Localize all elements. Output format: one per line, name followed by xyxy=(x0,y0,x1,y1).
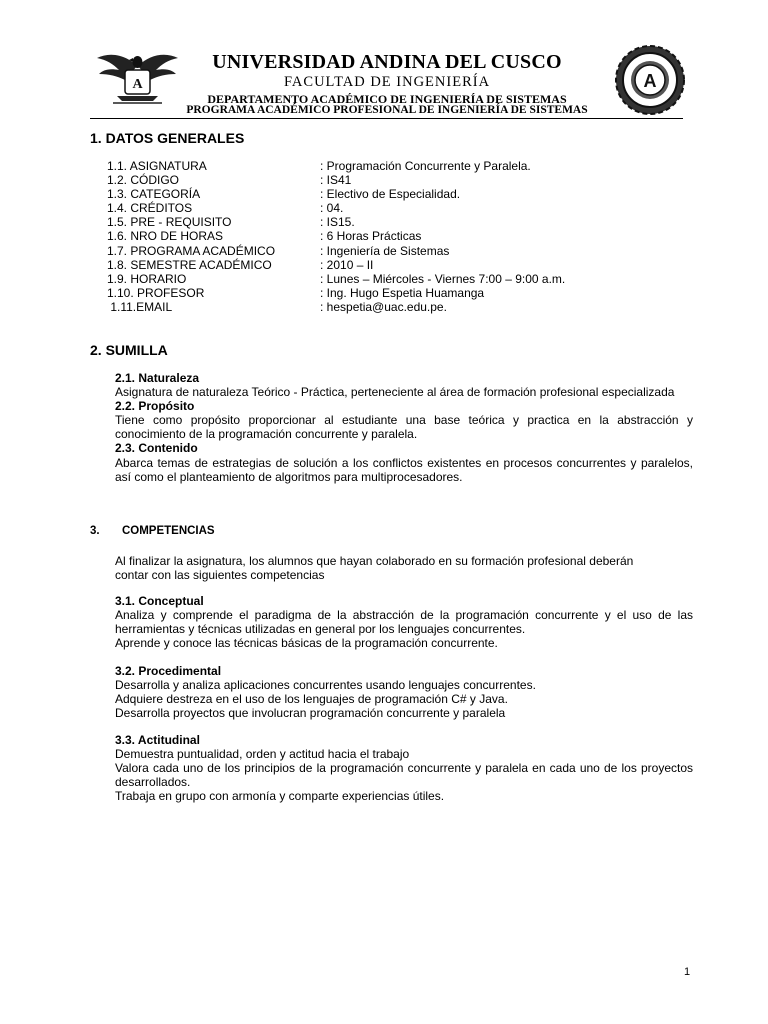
datos-generales-row xyxy=(107,272,565,286)
conceptual-text-1: Analiza y comprende el paradigma de la abstracción de la programación concurrente y el uso de las herramientas y técnicas utilizadas en general por los lenguajes concurrentes. xyxy=(115,608,693,637)
datos-generales-label: 1.3. CATEGORÍA xyxy=(107,187,201,202)
procedimental-block xyxy=(115,664,693,720)
actitudinal-text-2: Valora cada uno de los principios de la programación concurrente y paralela en cada uno de los proyectos desarrollados. xyxy=(115,761,693,790)
datos-generales-label: 1.2. CÓDIGO xyxy=(107,173,180,188)
procedimental-line-3: Desarrolla proyectos que involucran programación concurrente y paralela xyxy=(115,706,506,721)
naturaleza-subheading: 2.1. Naturaleza xyxy=(115,371,200,385)
competencias-intro xyxy=(115,554,693,582)
datos-generales-row xyxy=(107,201,565,215)
datos-generales-label: 1.9. HORARIO xyxy=(107,271,187,286)
datos-generales-row xyxy=(107,229,565,243)
contenido-subheading: 2.3. Contenido xyxy=(115,441,198,456)
conceptual-subheading: 3.1. Conceptual xyxy=(115,594,204,608)
procedimental-subheading: 3.2. Procedimental xyxy=(115,664,222,678)
datos-generales-label: 1.8. SEMESTRE ACADÉMICO xyxy=(107,257,272,272)
datos-generales-label: 1.11.EMAIL xyxy=(107,299,173,314)
datos-generales-value: : 04. xyxy=(320,201,344,216)
university-eagle-logo xyxy=(95,48,180,106)
datos-generales-row xyxy=(107,159,565,173)
datos-generales-value: : Lunes – Miércoles - Viernes 7:00 – 9:00 a.m. xyxy=(320,271,566,286)
actitudinal-block xyxy=(115,733,693,803)
contenido-text: Abarca temas de estrategias de solución a los conflictos existentes en procesos concurrentes y paralelos, así como el planteamiento de algoritmos para multiprocesadores. xyxy=(115,455,693,484)
svg-text:A: A xyxy=(132,77,143,92)
datos-generales-list xyxy=(107,159,565,314)
datos-generales-heading: 1. DATOS GENERALES xyxy=(90,130,245,146)
datos-generales-label: 1.7. PROGRAMA ACADÉMICO xyxy=(107,243,276,258)
competencias-heading: 3. COMPETENCIAS xyxy=(90,525,215,537)
datos-generales-label: 1.1. ASIGNATURA xyxy=(107,159,207,173)
datos-generales-value: : IS15. xyxy=(320,215,355,230)
department-name: DEPARTAMENTO ACADÉMICO DE INGENIERÍA DE SISTEMAS xyxy=(207,92,567,106)
conceptual-text-2: Aprende y conoce las técnicas básicas de la programación concurrente. xyxy=(115,636,498,651)
program-name: PROGRAMA ACADÉMICO PROFESIONAL DE INGENIERÍA DE SISTEMAS xyxy=(186,104,588,116)
datos-generales-value: : 2010 – II xyxy=(320,257,374,272)
datos-generales-row xyxy=(107,244,565,258)
datos-generales-value: : Ing. Hugo Espetia Huamanga xyxy=(320,285,485,300)
datos-generales-row xyxy=(107,173,565,187)
competencias-intro-line-1: Al finalizar la asignatura, los alumnos que hayan colaborado en su formación profesional deberán xyxy=(115,554,634,568)
procedimental-line-2: Adquiere destreza en el uso de los lenguajes de programación C# y Java. xyxy=(115,692,508,707)
proposito-subheading: 2.2. Propósito xyxy=(115,399,195,414)
conceptual-block xyxy=(115,594,693,650)
datos-generales-row xyxy=(107,187,565,201)
datos-generales-row xyxy=(107,300,565,314)
page-number: 1 xyxy=(684,966,691,978)
datos-generales-value: : Electivo de Especialidad. xyxy=(320,187,461,202)
actitudinal-subheading: 3.3. Actitudinal xyxy=(115,733,200,747)
gear-logo-letter: A xyxy=(643,71,657,91)
sumilla-heading: 2. SUMILLA xyxy=(90,342,168,358)
datos-generales-row xyxy=(107,215,565,229)
university-title: UNIVERSIDAD ANDINA DEL CUSCO xyxy=(212,51,562,73)
procedimental-line-1: Desarrolla y analiza aplicaciones concurrentes usando lenguajes concurrentes. xyxy=(115,678,536,693)
datos-generales-label: 1.6. NRO DE HORAS xyxy=(107,229,224,244)
proposito-text: Tiene como propósito proporcionar al estudiante una base teórica y practica en la abstracción y conocimiento de la programación concurrente y paralela. xyxy=(115,413,693,442)
actitudinal-line-3: Trabaja en grupo con armonía y comparte experiencias útiles. xyxy=(115,789,445,804)
datos-generales-value: : Ingeniería de Sistemas xyxy=(320,243,450,258)
sumilla-block xyxy=(115,371,693,484)
datos-generales-value: : Programación Concurrente y Paralela. xyxy=(320,159,531,173)
datos-generales-label: 1.4. CRÉDITOS xyxy=(107,201,193,216)
datos-generales-label: 1.10. PROFESOR xyxy=(107,285,205,300)
datos-generales-value: : 6 Horas Prácticas xyxy=(320,229,422,244)
header-divider xyxy=(90,118,683,119)
competencias-intro-line-2: contar con las siguientes competencias xyxy=(115,568,325,583)
faculty-name: FACULTAD DE INGENIERÍA xyxy=(283,74,491,90)
datos-generales-label: 1.5. PRE - REQUISITO xyxy=(107,215,232,230)
datos-generales-row xyxy=(107,286,565,300)
actitudinal-line-1: Demuestra puntualidad, orden y actitud hacia el trabajo xyxy=(115,747,410,762)
datos-generales-value: : hespetia@uac.edu.pe. xyxy=(320,299,447,314)
datos-generales-value: : IS41 xyxy=(320,173,352,188)
naturaleza-text: Asignatura de naturaleza Teórico - Práctica, perteneciente al área de formación profesional especializada xyxy=(115,385,675,400)
datos-generales-row xyxy=(107,258,565,272)
faculty-gear-logo xyxy=(612,42,688,118)
